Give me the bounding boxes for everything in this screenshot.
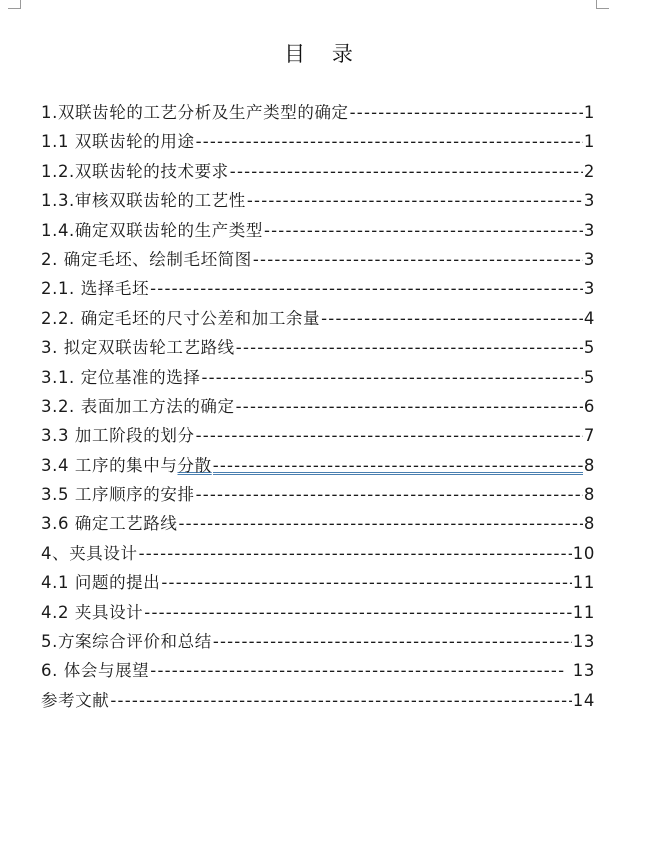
toc-entry-page: 6 <box>583 396 595 416</box>
toc-entry-page: 8 <box>583 485 595 505</box>
toc-entry-label: 6. 体会与展望 <box>41 661 150 681</box>
toc-leader <box>196 127 583 156</box>
toc-entry-page: 8 <box>583 514 595 534</box>
toc-entry[interactable] <box>41 539 595 568</box>
toc-entry[interactable] <box>41 421 595 450</box>
toc-entry-page: 4 <box>583 308 595 328</box>
toc-entry-label: 5.方案综合评价和总结 <box>41 632 212 652</box>
toc-entry[interactable] <box>41 274 595 303</box>
toc-entry-page: 3 <box>583 249 595 269</box>
toc-leader <box>247 186 583 215</box>
toc-entry-label: 参考文献 <box>41 690 110 710</box>
toc-entry-label: 2.1. 选择毛坯 <box>41 279 150 299</box>
toc-leader <box>161 568 571 597</box>
toc-entry-label: 1.3.审核双联齿轮的工艺性 <box>41 191 246 211</box>
toc-entry-label: 4、夹具设计 <box>41 543 138 563</box>
spellcheck-underlined-text: 分散 <box>177 455 212 475</box>
toc-entry-label: 2.2. 确定毛坯的尺寸公差和加工余量 <box>41 308 321 328</box>
toc-entry[interactable] <box>41 686 595 715</box>
toc-entry[interactable] <box>41 627 595 656</box>
toc-entry-page: 14 <box>572 690 595 710</box>
toc-entry[interactable] <box>41 216 595 245</box>
toc-entry-label: 1.1 双联齿轮的用途 <box>41 132 195 152</box>
toc-entry-label: 3.1. 定位基准的选择 <box>41 367 201 387</box>
toc-entry-label: 1.4.确定双联齿轮的生产类型 <box>41 220 263 240</box>
toc-leader <box>321 304 583 333</box>
toc-leader <box>201 363 582 392</box>
toc-leader <box>144 598 572 627</box>
toc-entry-label: 3.6 确定工艺路线 <box>41 514 178 534</box>
toc-entry-page: 13 <box>566 661 595 681</box>
toc-entry-label: 4.1 问题的提出 <box>41 573 161 593</box>
toc-entry-label: 3. 拟定双联齿轮工艺路线 <box>41 338 235 358</box>
toc-leader <box>196 421 583 450</box>
toc-entry-label: 1.2.双联齿轮的技术要求 <box>41 161 229 181</box>
toc-entry[interactable] <box>41 451 595 480</box>
toc-entry-page: 11 <box>572 573 595 593</box>
toc-entry-page: 3 <box>583 279 595 299</box>
toc-entry[interactable] <box>41 98 595 127</box>
toc-entry-page: 2 <box>583 161 595 181</box>
toc-entry-label: 3.2. 表面加工方法的确定 <box>41 396 235 416</box>
toc-entry[interactable] <box>41 363 595 392</box>
toc-entry-label: 3.5 工序顺序的安排 <box>41 485 195 505</box>
toc-leader <box>213 627 572 656</box>
toc-leader <box>236 392 583 421</box>
toc-entry-page: 1 <box>583 132 595 152</box>
toc-entry-page: 10 <box>572 543 595 563</box>
toc-leader <box>350 98 583 127</box>
toc-entry[interactable] <box>41 656 595 685</box>
toc-leader <box>179 509 583 538</box>
toc-entry[interactable] <box>41 304 595 333</box>
toc-entry[interactable] <box>41 480 595 509</box>
toc-leader <box>230 157 583 186</box>
toc-entry-page: 3 <box>583 220 595 240</box>
toc-leader <box>139 539 572 568</box>
toc-leader <box>253 245 583 274</box>
toc-entry-label <box>41 451 212 480</box>
toc-entry[interactable] <box>41 186 595 215</box>
toc-entry-page: 11 <box>572 602 595 622</box>
page-corner-mark-left <box>8 0 21 9</box>
toc-leader <box>110 686 571 715</box>
toc-entry[interactable] <box>41 127 595 156</box>
toc-leader <box>236 333 583 362</box>
table-of-contents <box>41 98 595 715</box>
toc-entry-label: 2. 确定毛坯、绘制毛坯简图 <box>41 249 252 269</box>
toc-leader <box>264 216 583 245</box>
toc-entry[interactable] <box>41 598 595 627</box>
toc-entry-page: 8 <box>583 455 595 475</box>
toc-entry[interactable] <box>41 157 595 186</box>
toc-leader <box>150 656 566 685</box>
toc-entry-label: 1.双联齿轮的工艺分析及生产类型的确定 <box>41 103 349 122</box>
toc-entry[interactable] <box>41 245 595 274</box>
toc-leader <box>150 274 583 303</box>
toc-leader <box>196 480 583 509</box>
toc-entry[interactable] <box>41 333 595 362</box>
toc-entry-page: 3 <box>583 191 595 211</box>
toc-leader <box>213 451 583 480</box>
toc-entry-page: 5 <box>583 367 595 387</box>
toc-entry-page: 13 <box>572 632 595 652</box>
toc-entry-label-text: 3.4 工序的集中与 <box>41 455 178 475</box>
toc-entry[interactable] <box>41 392 595 421</box>
toc-entry-page: 5 <box>583 338 595 358</box>
toc-entry-label: 3.3 加工阶段的划分 <box>41 426 195 446</box>
toc-entry-page: 7 <box>583 426 595 446</box>
toc-entry[interactable] <box>41 568 595 597</box>
toc-entry-page: 1 <box>583 103 595 122</box>
toc-entry-label: 4.2 夹具设计 <box>41 602 144 622</box>
page-corner-mark-right <box>596 0 609 9</box>
page-title: 目 录 <box>284 42 363 66</box>
toc-entry[interactable] <box>41 509 595 538</box>
